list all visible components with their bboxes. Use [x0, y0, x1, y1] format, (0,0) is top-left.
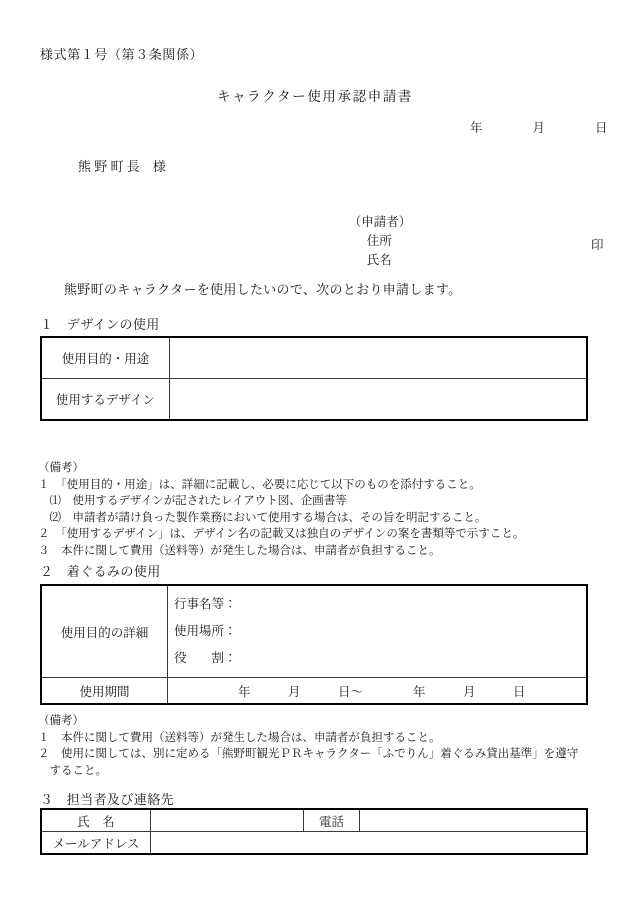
design-purpose-label: 使用目的・用途	[41, 337, 170, 379]
design-name-value[interactable]	[170, 379, 588, 421]
form-number: 様式第１号（第３条関係）	[40, 47, 204, 62]
note-item: ２ 「使用するデザイン」は、デザイン名の記載又は独自のデザインの案を書類等で示すこと。	[38, 528, 525, 540]
notes-heading: （備考）	[38, 715, 84, 727]
applicant-block	[330, 197, 604, 267]
role-line: 役 割：	[174, 651, 237, 665]
note-item: １ 「使用目的・用途」は、詳細に記載し、必要に応じて以下のものを添付すること。	[38, 478, 481, 491]
contact-table	[40, 808, 588, 855]
section-3-heading: ３ 担当者及び連絡先	[40, 792, 175, 807]
table-row	[41, 832, 587, 855]
addressee: 熊 野 町 長 様	[78, 159, 166, 174]
costume-notes	[38, 713, 578, 779]
table-row	[41, 678, 587, 705]
contact-email-value[interactable]	[151, 832, 588, 855]
note-item: ２ 使用に関しては、別に定める「熊野町観光ＰＲキャラクター「ふでりん」着ぐるみ貸出基準」を遵守	[38, 748, 579, 760]
statement-text: 熊野町のキャラクターを使用したいので、次のとおり申請します。	[64, 282, 462, 297]
costume-detail-label: 使用目的の詳細	[41, 585, 168, 678]
design-notes	[38, 460, 524, 559]
contact-name-label: 氏 名	[41, 809, 151, 832]
costume-use-table	[40, 584, 588, 705]
use-place-line: 使用場所：	[174, 624, 237, 638]
contact-tel-value[interactable]	[360, 809, 588, 832]
note-item: ⑴ 使用するデザインが記されたレイアウト図、企画書等	[38, 495, 347, 507]
design-name-label: 使用するデザイン	[41, 379, 170, 421]
design-purpose-value[interactable]	[170, 337, 588, 379]
applicant-group-label: （申請者）	[348, 215, 412, 229]
address-label: 住所	[366, 234, 392, 248]
applicant-address-row	[330, 216, 411, 248]
event-name-line: 行事名等：	[174, 597, 237, 611]
applicant-group-row	[330, 197, 412, 229]
page-title: キャラクター使用承認申請書	[216, 89, 414, 104]
contact-tel-label: 電話	[304, 809, 360, 832]
date-line: 年 月 日	[470, 121, 608, 135]
table-row	[41, 337, 587, 379]
table-row	[41, 585, 587, 678]
contact-name-value[interactable]	[151, 809, 304, 832]
applicant-name-row	[330, 235, 604, 267]
name-label: 氏名	[366, 253, 392, 267]
contact-email-label: メールアドレス	[41, 832, 151, 855]
design-use-table	[40, 336, 588, 421]
table-row	[41, 809, 587, 832]
costume-detail-value[interactable]	[168, 585, 588, 678]
use-period-value[interactable]: 年 月 日〜 年 月 日	[168, 678, 588, 705]
notes-heading: （備考）	[38, 462, 84, 474]
section-1-heading: １ デザインの使用	[40, 317, 160, 332]
note-item: ３ 本件に関して費用（送料等）が発生した場合は、申請者が負担すること。	[38, 544, 441, 557]
seal-mark: 印	[591, 238, 604, 252]
table-row	[41, 379, 587, 421]
note-item: ⑵ 申請者が請け負った製作業務において使用する場合は、その旨を明記すること。	[38, 511, 487, 524]
section-2-heading: ２ 着ぐるみの使用	[40, 564, 161, 579]
note-item: すること。	[38, 764, 107, 777]
note-item: １ 本件に関して費用（送料等）が発生した場合は、申請者が負担すること。	[38, 731, 441, 744]
use-period-label: 使用期間	[41, 678, 168, 705]
